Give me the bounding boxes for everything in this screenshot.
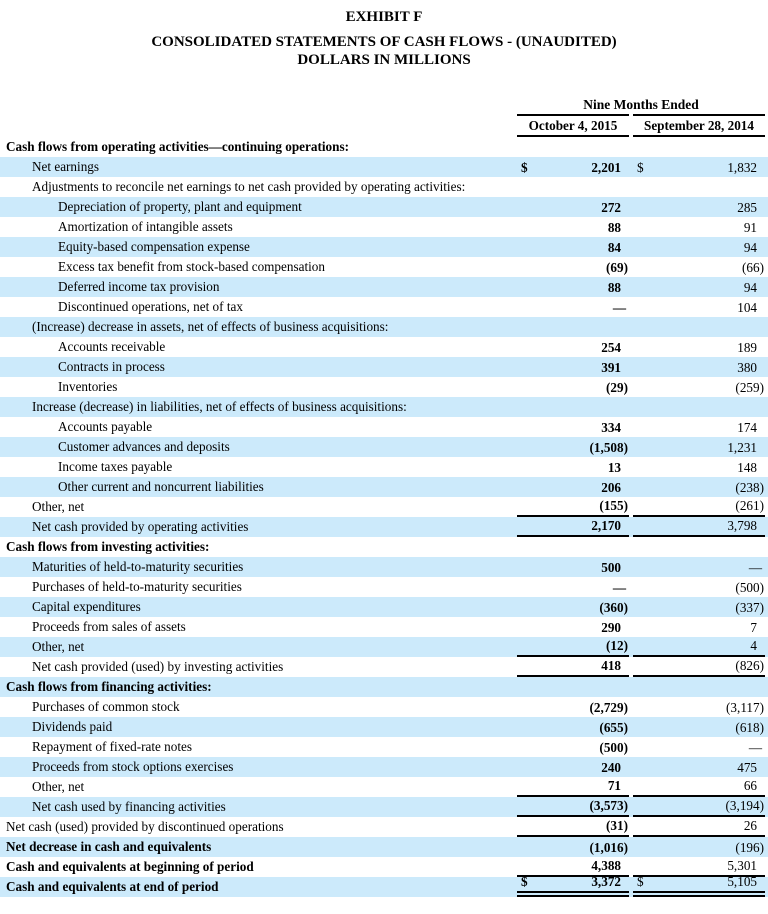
value-cell-2015 (517, 417, 629, 437)
value-2015: — (612, 300, 626, 315)
value-2014: 148 (737, 460, 757, 475)
value-cell-2015 (517, 777, 629, 797)
value-cell-2015 (517, 837, 629, 857)
value-cell-2014 (633, 337, 765, 357)
value-cell-2015 (517, 617, 629, 637)
value-cell-2014 (633, 357, 765, 377)
value-cell-2014 (633, 517, 765, 537)
table-row (0, 257, 768, 277)
row-label: Proceeds from stock options exercises (32, 759, 234, 774)
value-2014: 1,832 (727, 160, 757, 175)
value-cell-2015 (517, 377, 629, 397)
table-row (0, 677, 768, 697)
row-label: Proceeds from sales of assets (32, 619, 186, 634)
value-2014: 174 (737, 420, 757, 435)
value-2014: — (748, 740, 762, 755)
value-cell-2014 (633, 197, 765, 217)
value-2015: (1,508) (589, 440, 628, 455)
value-cell-2014 (633, 417, 765, 437)
value-cell-2015 (517, 277, 629, 297)
value-2015: (69) (606, 260, 628, 275)
row-label: Cash flows from investing activities: (6, 539, 210, 554)
table-row (0, 237, 768, 257)
value-cell-2015 (517, 517, 629, 537)
value-2015: 240 (601, 760, 621, 775)
table-row (0, 817, 768, 837)
value-2014: (826) (735, 658, 764, 673)
value-cell-2015 (517, 317, 629, 337)
value-2015: 2,170 (591, 518, 621, 533)
value-2015: (12) (606, 638, 628, 653)
value-2015: 500 (601, 560, 621, 575)
row-label: Adjustments to reconcile net earnings to net cash provided by operating activities: (32, 179, 466, 194)
table-row (0, 597, 768, 617)
value-2014: (66) (742, 260, 764, 275)
value-2014: 475 (737, 760, 757, 775)
value-cell-2014 (633, 717, 765, 737)
table-row (0, 874, 768, 897)
table-row (0, 177, 768, 197)
row-label: Purchases of common stock (32, 699, 180, 714)
value-2014: (618) (735, 720, 764, 735)
column-header-2014: September 28, 2014 (633, 116, 765, 137)
value-cell-2015 (517, 337, 629, 357)
statement-title: CONSOLIDATED STATEMENTS OF CASH FLOWS - (UNAUDITED) (151, 34, 617, 50)
units-title: DOLLARS IN MILLIONS (297, 52, 471, 68)
value-cell-2014 (633, 677, 765, 697)
value-cell-2015 (517, 677, 629, 697)
value-cell-2014 (633, 137, 765, 157)
value-cell-2015 (517, 157, 629, 177)
table-row (0, 157, 768, 177)
value-cell-2014 (633, 837, 765, 857)
value-cell-2015 (517, 237, 629, 257)
row-label: Net decrease in cash and equivalents (6, 839, 212, 854)
table-row (0, 757, 768, 777)
row-label: Net earnings (32, 159, 100, 174)
table-row (0, 537, 768, 557)
value-cell-2014 (633, 757, 765, 777)
value-2015: (3,573) (589, 798, 628, 813)
value-cell-2014 (633, 557, 765, 577)
value-cell-2015 (517, 577, 629, 597)
value-cell-2014 (633, 737, 765, 757)
value-2015: 4,388 (591, 858, 621, 873)
table-row (0, 397, 768, 417)
value-cell-2014 (633, 317, 765, 337)
row-label: Net cash provided by operating activities (32, 519, 249, 534)
value-2014: 5,301 (727, 858, 757, 873)
value-cell-2014 (633, 217, 765, 237)
table-row (0, 297, 768, 317)
value-cell-2014 (633, 497, 765, 517)
value-2015: (31) (606, 818, 628, 833)
row-label: Dividends paid (32, 719, 113, 734)
value-cell-2015 (517, 197, 629, 217)
value-cell-2014 (633, 777, 765, 797)
value-cell-2015 (517, 557, 629, 577)
row-label: Other, net (32, 779, 85, 794)
period-header: Nine Months Ended (583, 97, 699, 112)
value-2014: 104 (737, 300, 757, 315)
row-label: Accounts payable (58, 419, 153, 434)
value-cell-2015 (517, 797, 629, 817)
row-label: Deferred income tax provision (58, 279, 220, 294)
value-cell-2014 (633, 157, 765, 177)
column-header-2015: October 4, 2015 (517, 116, 629, 137)
table-row (0, 637, 768, 657)
row-label: Excess tax benefit from stock-based compensation (58, 259, 325, 274)
value-cell-2014 (633, 377, 765, 397)
value-cell-2015 (517, 217, 629, 237)
row-label: Cash and equivalents at beginning of period (6, 859, 254, 874)
document-header (0, 0, 768, 69)
row-label: Other, net (32, 499, 85, 514)
value-cell-2015 (517, 177, 629, 197)
table-row (0, 737, 768, 757)
value-cell-2014 (633, 397, 765, 417)
value-2014: 3,798 (727, 518, 757, 533)
table-row (0, 517, 768, 537)
value-cell-2014 (633, 577, 765, 597)
value-2015: 206 (601, 480, 621, 495)
table-row (0, 657, 768, 677)
table-row (0, 377, 768, 397)
table-rows (0, 137, 768, 897)
value-2015: 71 (607, 778, 621, 793)
dollar-sign-2015: $ (521, 160, 528, 175)
value-cell-2015 (517, 697, 629, 717)
value-2015: 334 (601, 420, 621, 435)
table-row (0, 277, 768, 297)
dollar-sign-2014: $ (637, 160, 644, 175)
table-row (0, 497, 768, 517)
value-cell-2015 (517, 637, 629, 657)
value-2015: 391 (601, 360, 621, 375)
period-header-row (0, 94, 768, 116)
value-cell-2015 (517, 137, 629, 157)
value-2014: (238) (735, 480, 764, 495)
table-row (0, 857, 768, 877)
value-cell-2014 (633, 177, 765, 197)
row-label: (Increase) decrease in assets, net of effects of business acquisitions: (32, 319, 389, 334)
value-2014: (261) (735, 498, 764, 513)
value-cell-2014 (633, 817, 765, 837)
value-cell-2014 (633, 297, 765, 317)
value-2014: 5,105 (727, 874, 757, 889)
cash-flow-table (0, 94, 768, 897)
value-cell-2014 (633, 257, 765, 277)
value-cell-2014 (633, 597, 765, 617)
value-2014: (196) (735, 840, 764, 855)
value-cell-2014 (633, 657, 765, 677)
value-2015: 88 (607, 220, 621, 235)
row-label: Capital expenditures (32, 599, 141, 614)
value-2015: (1,016) (589, 840, 628, 855)
row-label: Customer advances and deposits (58, 439, 230, 454)
value-cell-2014 (633, 537, 765, 557)
value-2014: (259) (735, 380, 764, 395)
table-row (0, 137, 768, 157)
value-cell-2014 (633, 277, 765, 297)
value-cell-2014 (633, 617, 765, 637)
value-2014: (3,194) (725, 798, 764, 813)
value-2015: (360) (599, 600, 628, 615)
table-row (0, 697, 768, 717)
value-2014: 1,231 (727, 440, 757, 455)
value-2014: 285 (737, 200, 757, 215)
table-row (0, 617, 768, 637)
value-cell-2015 (517, 537, 629, 557)
value-2015: (2,729) (589, 700, 628, 715)
value-cell-2014 (633, 697, 765, 717)
value-cell-2014 (633, 797, 765, 817)
value-2015: — (612, 580, 626, 595)
value-2014: 66 (743, 778, 757, 793)
table-row (0, 337, 768, 357)
value-cell-2014 (633, 437, 765, 457)
table-row (0, 837, 768, 857)
value-2015: 290 (601, 620, 621, 635)
column-header-spacer (0, 116, 517, 137)
value-2014: 94 (743, 280, 757, 295)
table-row (0, 217, 768, 237)
table-row (0, 417, 768, 437)
row-label: Income taxes payable (58, 459, 173, 474)
row-label: Cash flows from financing activities: (6, 679, 212, 694)
row-label: Cash flows from operating activities—continuing operations: (6, 139, 349, 154)
value-2014: 189 (737, 340, 757, 355)
dollar-sign-2014: $ (637, 874, 644, 889)
row-label: Amortization of intangible assets (58, 219, 233, 234)
exhibit-title: EXHIBIT F (345, 9, 423, 25)
value-2015: 2,201 (591, 160, 621, 175)
row-label: Net cash provided (used) by investing activities (32, 659, 284, 674)
value-2014: 7 (750, 620, 757, 635)
dollar-sign-2015: $ (521, 874, 528, 889)
table-row (0, 357, 768, 377)
table-row (0, 437, 768, 457)
value-cell-2015 (517, 297, 629, 317)
table-row (0, 457, 768, 477)
value-2015: 254 (601, 340, 621, 355)
value-2014: (337) (735, 600, 764, 615)
row-label: Equity-based compensation expense (58, 239, 250, 254)
value-cell-2015 (517, 657, 629, 677)
value-cell-2015 (517, 874, 629, 897)
value-cell-2015 (517, 477, 629, 497)
value-cell-2015 (517, 757, 629, 777)
value-cell-2015 (517, 457, 629, 477)
value-cell-2014 (633, 237, 765, 257)
value-2015: 272 (601, 200, 621, 215)
value-cell-2015 (517, 717, 629, 737)
value-cell-2014 (633, 637, 765, 657)
value-2014: (3,117) (726, 700, 764, 715)
value-cell-2015 (517, 817, 629, 837)
value-2014: — (748, 560, 762, 575)
table-row (0, 717, 768, 737)
value-cell-2014 (633, 874, 765, 897)
value-2014: 91 (743, 220, 757, 235)
row-label: Repayment of fixed-rate notes (32, 739, 193, 754)
row-label: Contracts in process (58, 359, 165, 374)
value-cell-2014 (633, 457, 765, 477)
value-cell-2015 (517, 257, 629, 277)
row-label: Inventories (58, 379, 118, 394)
value-2014: 380 (737, 360, 757, 375)
row-label: Net cash used by financing activities (32, 799, 226, 814)
value-2015: 418 (601, 658, 621, 673)
row-label: Depreciation of property, plant and equipment (58, 199, 302, 214)
row-label: Increase (decrease) in liabilities, net of effects of business acquisitions: (32, 399, 407, 414)
value-2015: 3,372 (591, 874, 621, 889)
row-label: Cash and equivalents at end of period (6, 879, 219, 894)
row-label: Net cash (used) provided by discontinued operations (6, 819, 284, 834)
value-cell-2014 (633, 477, 765, 497)
row-label: Discontinued operations, net of tax (58, 299, 243, 314)
value-2015: 84 (607, 240, 621, 255)
table-row (0, 797, 768, 817)
value-cell-2015 (517, 497, 629, 517)
value-cell-2015 (517, 597, 629, 617)
row-label: Other current and noncurrent liabilities (58, 479, 264, 494)
row-label: Maturities of held-to-maturity securities (32, 559, 244, 574)
table-row (0, 197, 768, 217)
value-cell-2015 (517, 437, 629, 457)
table-row (0, 477, 768, 497)
value-2015: (500) (599, 740, 628, 755)
table-row (0, 557, 768, 577)
row-label: Other, net (32, 639, 85, 654)
row-label: Accounts receivable (58, 339, 166, 354)
column-header-row (0, 116, 768, 137)
value-2015: (655) (599, 720, 628, 735)
table-row (0, 777, 768, 797)
value-2014: (500) (735, 580, 764, 595)
value-cell-2015 (517, 397, 629, 417)
table-row (0, 577, 768, 597)
value-2014: 94 (743, 240, 757, 255)
value-cell-2015 (517, 357, 629, 377)
table-row (0, 317, 768, 337)
value-2015: 13 (607, 460, 621, 475)
value-2014: 4 (750, 638, 757, 653)
value-cell-2015 (517, 737, 629, 757)
value-2015: 88 (607, 280, 621, 295)
value-2015: (29) (606, 380, 628, 395)
row-label: Purchases of held-to-maturity securities (32, 579, 242, 594)
value-2015: (155) (599, 498, 628, 513)
value-2014: 26 (743, 818, 757, 833)
